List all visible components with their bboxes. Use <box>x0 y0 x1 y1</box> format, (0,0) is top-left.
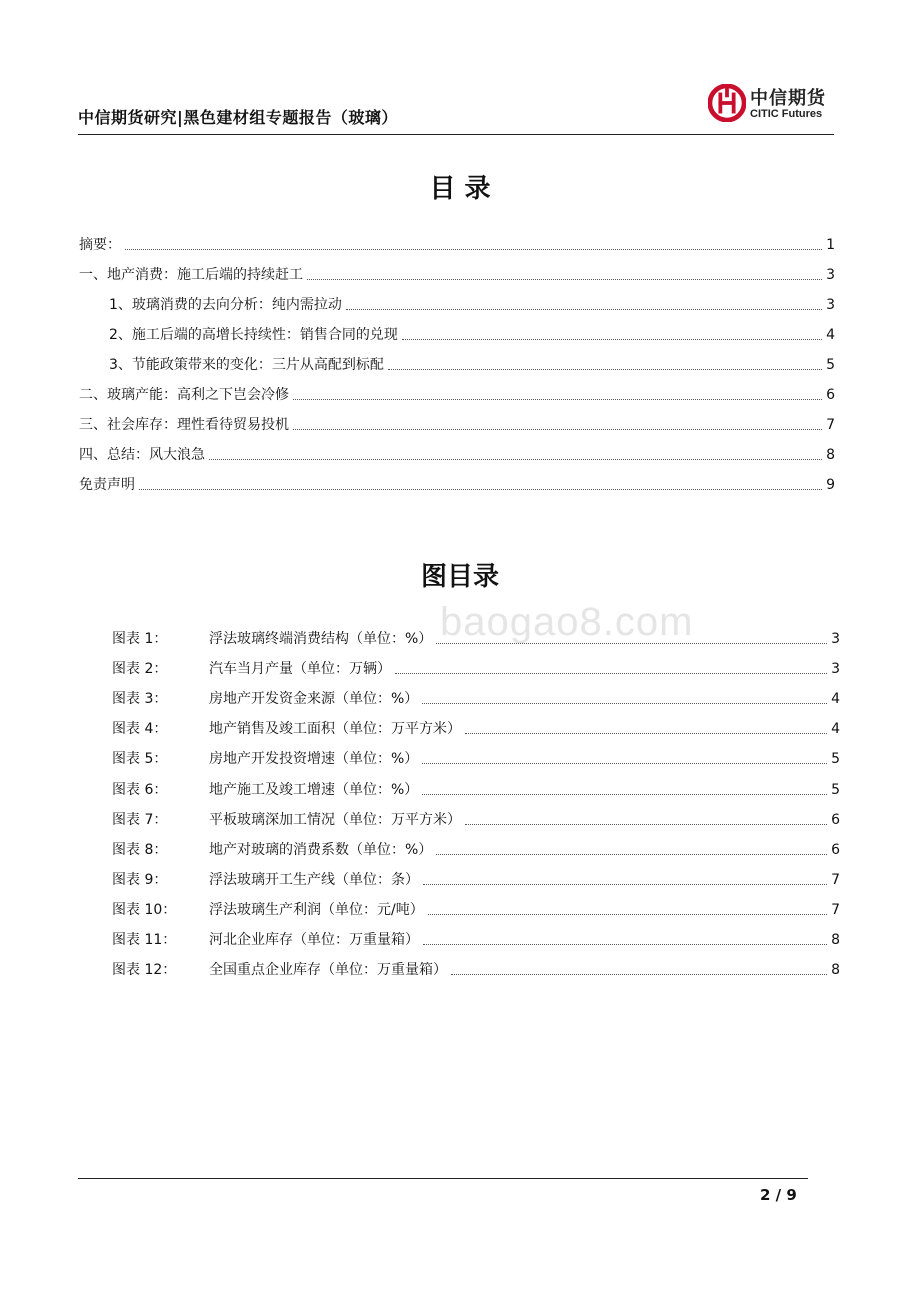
toc-entry[interactable] <box>79 286 835 316</box>
page-header <box>78 80 834 135</box>
figure-entry-page: 5 <box>831 751 840 768</box>
figure-entry-number: 图表 7： <box>112 811 168 828</box>
figure-entry-page: 3 <box>831 661 840 678</box>
watermark: baogao8.com <box>440 600 694 644</box>
toc-entry-page: 6 <box>826 387 835 403</box>
figure-entry-page: 4 <box>831 721 840 738</box>
toc-entry[interactable] <box>79 226 835 256</box>
figure-entry[interactable] <box>112 951 840 981</box>
figure-entry-number: 图表 11： <box>112 932 177 949</box>
figure-entry-number: 图表 2： <box>112 661 168 678</box>
figure-entry-title: 全国重点企业库存（单位：万重量箱） <box>209 962 447 979</box>
figure-entry-title: 房地产开发资金来源（单位：%） <box>209 691 419 708</box>
dot-leader <box>209 458 822 460</box>
figure-entry-number: 图表 8： <box>112 841 168 858</box>
toc-entry[interactable] <box>79 376 835 406</box>
dot-leader <box>139 488 822 490</box>
figure-entry-title: 地产销售及竣工面积（单位：万平方米） <box>209 721 461 738</box>
toc-entry-page: 5 <box>826 357 835 373</box>
figure-entry-number: 图表 5： <box>112 751 168 768</box>
toc-entry-label: 免责声明 <box>79 477 135 493</box>
toc-entry[interactable] <box>79 436 835 466</box>
dot-leader <box>293 428 822 430</box>
citic-futures-logo <box>708 80 832 128</box>
toc-entry-page: 3 <box>826 267 835 283</box>
toc-entry-page: 4 <box>826 327 835 343</box>
figure-entry-page: 5 <box>831 781 840 798</box>
report-header-title: 中信期货研究|黑色建材组专题报告（玻璃） <box>78 108 398 127</box>
figure-entry-title: 平板玻璃深加工情况（单位：万平方米） <box>209 811 461 828</box>
figure-entry-number: 图表 3： <box>112 691 168 708</box>
toc-entry-page: 1 <box>826 237 835 253</box>
toc-title: 目 录 <box>429 174 491 204</box>
citic-logo-icon <box>708 84 746 122</box>
footer-divider <box>78 1178 808 1179</box>
figure-entry-number: 图表 6： <box>112 781 168 798</box>
figure-entry-page: 3 <box>831 631 840 648</box>
figure-entry[interactable] <box>112 680 840 710</box>
dot-leader <box>422 762 827 764</box>
toc-entry[interactable] <box>79 256 835 286</box>
toc-entry-label: 3、节能政策带来的变化：三片从高配到标配 <box>109 357 384 373</box>
figure-entry[interactable] <box>112 801 840 831</box>
dot-leader <box>402 338 822 340</box>
toc-entry-label: 摘要： <box>79 237 121 253</box>
toc-entry-page: 9 <box>826 477 835 493</box>
figure-entry[interactable] <box>112 650 840 680</box>
dot-leader <box>465 823 827 825</box>
dot-leader <box>423 883 827 885</box>
figure-entry[interactable] <box>112 861 840 891</box>
toc-entry-page: 3 <box>826 297 835 313</box>
toc-entry-label: 四、总结：风大浪急 <box>79 447 205 463</box>
figure-entry-title: 房地产开发投资增速（单位：%） <box>209 751 419 768</box>
dot-leader <box>307 278 822 280</box>
figure-entry-page: 8 <box>831 932 840 949</box>
figure-entry-page: 6 <box>831 811 840 828</box>
toc-entry-page: 7 <box>826 417 835 433</box>
toc-entry-label: 一、地产消费：施工后端的持续赶工 <box>79 267 303 283</box>
figure-entry-page: 7 <box>831 901 840 918</box>
dot-leader <box>436 642 827 644</box>
dot-leader <box>395 672 827 674</box>
toc-entry[interactable] <box>79 316 835 346</box>
figure-entry-number: 图表 4： <box>112 721 168 738</box>
figure-entry-number: 图表 9： <box>112 871 168 888</box>
figure-entry-number: 图表 12： <box>112 962 177 979</box>
dot-leader <box>346 308 822 310</box>
figure-entry[interactable] <box>112 770 840 800</box>
toc-entry-label: 2、施工后端的高增长持续性：销售合同的兑现 <box>109 327 398 343</box>
dot-leader <box>428 913 827 915</box>
table-of-contents <box>79 226 835 496</box>
toc-entry-label: 1、玻璃消费的去向分析：纯内需拉动 <box>109 297 342 313</box>
figure-entry[interactable] <box>112 891 840 921</box>
figure-entry-page: 6 <box>831 841 840 858</box>
dot-leader <box>465 732 827 734</box>
dot-leader <box>388 368 822 370</box>
dot-leader <box>451 973 827 975</box>
page-indicator: 2 / 9 <box>760 1186 797 1204</box>
figure-entry-page: 8 <box>831 962 840 979</box>
figure-entry-title: 地产施工及竣工增速（单位：%） <box>209 781 419 798</box>
dot-leader <box>422 702 827 704</box>
figure-entry[interactable] <box>112 620 840 650</box>
figure-entry-title: 河北企业库存（单位：万重量箱） <box>209 932 419 949</box>
figure-entry[interactable] <box>112 831 840 861</box>
logo-chinese-name: 中信期货 <box>750 88 826 109</box>
figure-entry-page: 4 <box>831 691 840 708</box>
toc-entry-label: 三、社会库存：理性看待贸易投机 <box>79 417 289 433</box>
figure-entry-title: 地产对玻璃的消费系数（单位：%） <box>209 841 433 858</box>
dot-leader <box>125 248 822 250</box>
toc-entry[interactable] <box>79 346 835 376</box>
dot-leader <box>423 943 827 945</box>
figure-entry[interactable] <box>112 710 840 740</box>
figure-entry-page: 7 <box>831 871 840 888</box>
figure-entry-number: 图表 1： <box>112 631 168 648</box>
toc-entry[interactable] <box>79 466 835 496</box>
figure-list-title: 图目录 <box>420 562 499 592</box>
figure-entry-title: 汽车当月产量（单位：万辆） <box>209 661 391 678</box>
figure-entry-number: 图表 10： <box>112 901 177 918</box>
toc-entry-page: 8 <box>826 447 835 463</box>
toc-entry-label: 二、玻璃产能：高利之下岂会冷修 <box>79 387 289 403</box>
logo-english-name: CITIC Futures <box>750 108 823 120</box>
figure-entry[interactable] <box>112 740 840 770</box>
figure-entry-title: 浮法玻璃生产利润（单位：元/吨） <box>209 901 424 918</box>
dot-leader <box>293 398 822 400</box>
figure-entry-title: 浮法玻璃终端消费结构（单位：%） <box>209 631 433 648</box>
toc-entry[interactable] <box>79 406 835 436</box>
figure-entry-title: 浮法玻璃开工生产线（单位：条） <box>209 871 419 888</box>
figure-entry[interactable] <box>112 921 840 951</box>
dot-leader <box>436 853 827 855</box>
figure-list <box>112 620 840 981</box>
dot-leader <box>422 793 827 795</box>
